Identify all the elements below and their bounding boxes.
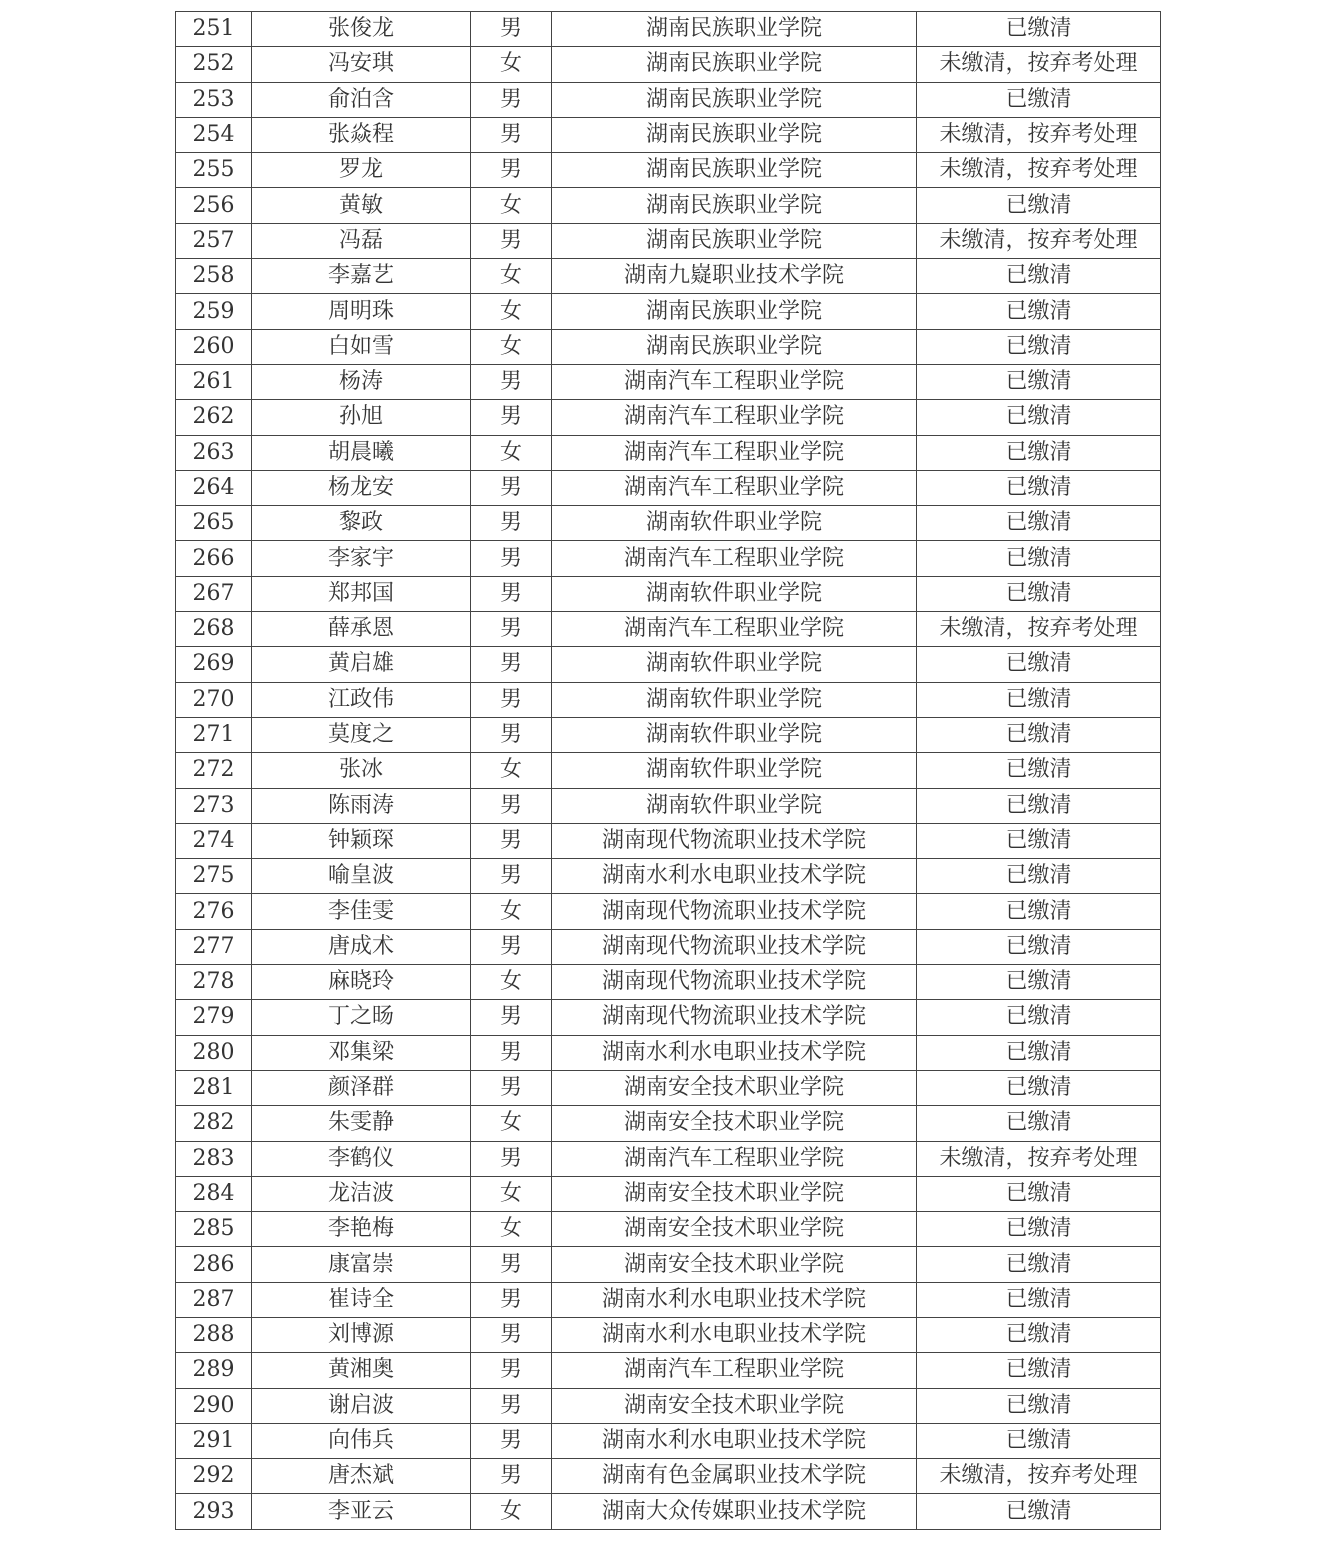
cell-number: 268 bbox=[176, 612, 252, 647]
cell-school: 湖南安全技术职业学院 bbox=[552, 1212, 917, 1247]
cell-status: 已缴清 bbox=[917, 682, 1161, 717]
cell-status: 已缴清 bbox=[917, 435, 1161, 470]
cell-name: 莫度之 bbox=[252, 717, 471, 752]
table-row bbox=[176, 1035, 1161, 1070]
table-row bbox=[176, 1247, 1161, 1282]
cell-status: 已缴清 bbox=[917, 259, 1161, 294]
cell-name: 胡晨曦 bbox=[252, 435, 471, 470]
table-row bbox=[176, 1494, 1161, 1529]
cell-gender: 男 bbox=[471, 1141, 552, 1176]
cell-name: 黄湘奥 bbox=[252, 1353, 471, 1388]
cell-gender: 男 bbox=[471, 1423, 552, 1458]
cell-school: 湖南民族职业学院 bbox=[552, 223, 917, 258]
cell-gender: 男 bbox=[471, 612, 552, 647]
cell-number: 269 bbox=[176, 647, 252, 682]
cell-school: 湖南现代物流职业技术学院 bbox=[552, 965, 917, 1000]
cell-name: 杨涛 bbox=[252, 364, 471, 399]
cell-gender: 男 bbox=[471, 647, 552, 682]
cell-school: 湖南有色金属职业技术学院 bbox=[552, 1459, 917, 1494]
cell-school: 湖南安全技术职业学院 bbox=[552, 1176, 917, 1211]
cell-number: 274 bbox=[176, 823, 252, 858]
cell-gender: 男 bbox=[471, 1247, 552, 1282]
cell-number: 290 bbox=[176, 1388, 252, 1423]
cell-status: 未缴清，按弃考处理 bbox=[917, 1459, 1161, 1494]
cell-school: 湖南现代物流职业技术学院 bbox=[552, 823, 917, 858]
cell-status: 已缴清 bbox=[917, 1353, 1161, 1388]
cell-school: 湖南软件职业学院 bbox=[552, 717, 917, 752]
cell-school: 湖南九嶷职业技术学院 bbox=[552, 259, 917, 294]
cell-number: 264 bbox=[176, 470, 252, 505]
cell-name: 康富崇 bbox=[252, 1247, 471, 1282]
cell-name: 薛承恩 bbox=[252, 612, 471, 647]
cell-number: 272 bbox=[176, 753, 252, 788]
cell-number: 289 bbox=[176, 1353, 252, 1388]
table-row bbox=[176, 823, 1161, 858]
table-row bbox=[176, 647, 1161, 682]
cell-school: 湖南现代物流职业技术学院 bbox=[552, 929, 917, 964]
cell-school: 湖南水利水电职业技术学院 bbox=[552, 1282, 917, 1317]
cell-number: 286 bbox=[176, 1247, 252, 1282]
cell-school: 湖南汽车工程职业学院 bbox=[552, 541, 917, 576]
cell-number: 255 bbox=[176, 153, 252, 188]
cell-gender: 男 bbox=[471, 1388, 552, 1423]
cell-school: 湖南软件职业学院 bbox=[552, 647, 917, 682]
cell-gender: 男 bbox=[471, 506, 552, 541]
cell-name: 唐杰斌 bbox=[252, 1459, 471, 1494]
cell-gender: 男 bbox=[471, 470, 552, 505]
cell-name: 黎政 bbox=[252, 506, 471, 541]
cell-gender: 女 bbox=[471, 47, 552, 82]
cell-name: 江政伟 bbox=[252, 682, 471, 717]
cell-school: 湖南汽车工程职业学院 bbox=[552, 364, 917, 399]
cell-number: 257 bbox=[176, 223, 252, 258]
payment-status-table bbox=[175, 11, 1161, 1530]
table-row bbox=[176, 1176, 1161, 1211]
cell-gender: 女 bbox=[471, 294, 552, 329]
cell-status: 已缴清 bbox=[917, 294, 1161, 329]
cell-gender: 女 bbox=[471, 965, 552, 1000]
cell-status: 已缴清 bbox=[917, 965, 1161, 1000]
table-row bbox=[176, 47, 1161, 82]
cell-name: 李家宇 bbox=[252, 541, 471, 576]
cell-school: 湖南民族职业学院 bbox=[552, 294, 917, 329]
cell-school: 湖南安全技术职业学院 bbox=[552, 1106, 917, 1141]
cell-name: 黄启雄 bbox=[252, 647, 471, 682]
table-row bbox=[176, 1423, 1161, 1458]
cell-status: 已缴清 bbox=[917, 1070, 1161, 1105]
table-row bbox=[176, 153, 1161, 188]
cell-status: 已缴清 bbox=[917, 894, 1161, 929]
cell-gender: 男 bbox=[471, 1353, 552, 1388]
cell-number: 266 bbox=[176, 541, 252, 576]
cell-gender: 男 bbox=[471, 117, 552, 152]
cell-number: 256 bbox=[176, 188, 252, 223]
cell-school: 湖南汽车工程职业学院 bbox=[552, 1141, 917, 1176]
cell-gender: 男 bbox=[471, 1317, 552, 1352]
cell-number: 251 bbox=[176, 12, 252, 47]
cell-status: 已缴清 bbox=[917, 1106, 1161, 1141]
cell-gender: 女 bbox=[471, 894, 552, 929]
table-row bbox=[176, 965, 1161, 1000]
cell-school: 湖南软件职业学院 bbox=[552, 576, 917, 611]
cell-status: 已缴清 bbox=[917, 753, 1161, 788]
cell-school: 湖南民族职业学院 bbox=[552, 47, 917, 82]
cell-school: 湖南安全技术职业学院 bbox=[552, 1070, 917, 1105]
cell-gender: 男 bbox=[471, 1282, 552, 1317]
cell-gender: 男 bbox=[471, 576, 552, 611]
cell-name: 冯磊 bbox=[252, 223, 471, 258]
cell-status: 已缴清 bbox=[917, 647, 1161, 682]
cell-status: 已缴清 bbox=[917, 12, 1161, 47]
cell-name: 刘博源 bbox=[252, 1317, 471, 1352]
cell-number: 252 bbox=[176, 47, 252, 82]
cell-school: 湖南汽车工程职业学院 bbox=[552, 400, 917, 435]
cell-name: 李亚云 bbox=[252, 1494, 471, 1529]
cell-status: 已缴清 bbox=[917, 506, 1161, 541]
cell-gender: 女 bbox=[471, 1212, 552, 1247]
cell-school: 湖南软件职业学院 bbox=[552, 506, 917, 541]
cell-number: 265 bbox=[176, 506, 252, 541]
cell-name: 郑邦国 bbox=[252, 576, 471, 611]
cell-number: 282 bbox=[176, 1106, 252, 1141]
cell-status: 已缴清 bbox=[917, 1282, 1161, 1317]
cell-name: 丁之旸 bbox=[252, 1000, 471, 1035]
table-row bbox=[176, 12, 1161, 47]
cell-number: 284 bbox=[176, 1176, 252, 1211]
cell-gender: 男 bbox=[471, 1459, 552, 1494]
cell-school: 湖南民族职业学院 bbox=[552, 329, 917, 364]
cell-status: 已缴清 bbox=[917, 1388, 1161, 1423]
cell-school: 湖南汽车工程职业学院 bbox=[552, 435, 917, 470]
table-row bbox=[176, 364, 1161, 399]
table-row bbox=[176, 1317, 1161, 1352]
cell-gender: 女 bbox=[471, 1106, 552, 1141]
cell-name: 向伟兵 bbox=[252, 1423, 471, 1458]
cell-number: 281 bbox=[176, 1070, 252, 1105]
cell-name: 周明珠 bbox=[252, 294, 471, 329]
cell-name: 孙旭 bbox=[252, 400, 471, 435]
cell-gender: 男 bbox=[471, 223, 552, 258]
cell-gender: 男 bbox=[471, 717, 552, 752]
cell-school: 湖南水利水电职业技术学院 bbox=[552, 1317, 917, 1352]
cell-status: 未缴清，按弃考处理 bbox=[917, 47, 1161, 82]
cell-school: 湖南水利水电职业技术学院 bbox=[552, 859, 917, 894]
table-row bbox=[176, 717, 1161, 752]
cell-school: 湖南民族职业学院 bbox=[552, 117, 917, 152]
cell-gender: 男 bbox=[471, 400, 552, 435]
cell-school: 湖南现代物流职业技术学院 bbox=[552, 1000, 917, 1035]
cell-number: 275 bbox=[176, 859, 252, 894]
table-row bbox=[176, 1353, 1161, 1388]
table-row bbox=[176, 788, 1161, 823]
cell-school: 湖南软件职业学院 bbox=[552, 753, 917, 788]
cell-status: 已缴清 bbox=[917, 788, 1161, 823]
cell-gender: 男 bbox=[471, 364, 552, 399]
cell-status: 已缴清 bbox=[917, 364, 1161, 399]
cell-school: 湖南民族职业学院 bbox=[552, 12, 917, 47]
table-row bbox=[176, 541, 1161, 576]
cell-number: 271 bbox=[176, 717, 252, 752]
cell-gender: 男 bbox=[471, 12, 552, 47]
cell-number: 261 bbox=[176, 364, 252, 399]
cell-gender: 男 bbox=[471, 153, 552, 188]
cell-status: 已缴清 bbox=[917, 717, 1161, 752]
cell-status: 已缴清 bbox=[917, 400, 1161, 435]
cell-name: 杨龙安 bbox=[252, 470, 471, 505]
cell-gender: 男 bbox=[471, 682, 552, 717]
table-row bbox=[176, 117, 1161, 152]
cell-status: 已缴清 bbox=[917, 1000, 1161, 1035]
cell-school: 湖南民族职业学院 bbox=[552, 153, 917, 188]
cell-school: 湖南现代物流职业技术学院 bbox=[552, 894, 917, 929]
cell-number: 291 bbox=[176, 1423, 252, 1458]
cell-name: 李鹤仪 bbox=[252, 1141, 471, 1176]
cell-gender: 女 bbox=[471, 435, 552, 470]
cell-school: 湖南水利水电职业技术学院 bbox=[552, 1423, 917, 1458]
table-row bbox=[176, 1141, 1161, 1176]
cell-number: 279 bbox=[176, 1000, 252, 1035]
table-row bbox=[176, 1212, 1161, 1247]
cell-gender: 女 bbox=[471, 753, 552, 788]
table-row bbox=[176, 470, 1161, 505]
cell-number: 293 bbox=[176, 1494, 252, 1529]
cell-school: 湖南民族职业学院 bbox=[552, 82, 917, 117]
cell-gender: 女 bbox=[471, 259, 552, 294]
cell-school: 湖南汽车工程职业学院 bbox=[552, 612, 917, 647]
table-row bbox=[176, 1000, 1161, 1035]
cell-gender: 女 bbox=[471, 329, 552, 364]
cell-gender: 男 bbox=[471, 788, 552, 823]
table-row bbox=[176, 682, 1161, 717]
cell-number: 280 bbox=[176, 1035, 252, 1070]
cell-number: 259 bbox=[176, 294, 252, 329]
table-body bbox=[176, 12, 1161, 1530]
cell-name: 冯安琪 bbox=[252, 47, 471, 82]
cell-school: 湖南软件职业学院 bbox=[552, 682, 917, 717]
cell-status: 已缴清 bbox=[917, 188, 1161, 223]
cell-name: 崔诗全 bbox=[252, 1282, 471, 1317]
cell-status: 已缴清 bbox=[917, 1423, 1161, 1458]
cell-school: 湖南安全技术职业学院 bbox=[552, 1388, 917, 1423]
cell-name: 俞泊含 bbox=[252, 82, 471, 117]
cell-status: 已缴清 bbox=[917, 470, 1161, 505]
cell-number: 254 bbox=[176, 117, 252, 152]
cell-gender: 男 bbox=[471, 541, 552, 576]
cell-school: 湖南软件职业学院 bbox=[552, 788, 917, 823]
table-row bbox=[176, 1106, 1161, 1141]
table-row bbox=[176, 859, 1161, 894]
cell-status: 未缴清，按弃考处理 bbox=[917, 117, 1161, 152]
cell-number: 263 bbox=[176, 435, 252, 470]
cell-name: 白如雪 bbox=[252, 329, 471, 364]
cell-name: 张焱程 bbox=[252, 117, 471, 152]
cell-gender: 女 bbox=[471, 1494, 552, 1529]
cell-gender: 男 bbox=[471, 929, 552, 964]
table-row bbox=[176, 294, 1161, 329]
table-row bbox=[176, 576, 1161, 611]
cell-number: 292 bbox=[176, 1459, 252, 1494]
cell-status: 未缴清，按弃考处理 bbox=[917, 1141, 1161, 1176]
cell-school: 湖南水利水电职业技术学院 bbox=[552, 1035, 917, 1070]
cell-status: 已缴清 bbox=[917, 1247, 1161, 1282]
table-row bbox=[176, 435, 1161, 470]
cell-status: 已缴清 bbox=[917, 1494, 1161, 1529]
cell-gender: 男 bbox=[471, 823, 552, 858]
cell-number: 288 bbox=[176, 1317, 252, 1352]
cell-name: 朱雯静 bbox=[252, 1106, 471, 1141]
cell-number: 253 bbox=[176, 82, 252, 117]
table-row bbox=[176, 753, 1161, 788]
cell-name: 钟颖琛 bbox=[252, 823, 471, 858]
cell-gender: 男 bbox=[471, 1035, 552, 1070]
cell-name: 张俊龙 bbox=[252, 12, 471, 47]
cell-number: 283 bbox=[176, 1141, 252, 1176]
cell-gender: 男 bbox=[471, 1000, 552, 1035]
cell-number: 262 bbox=[176, 400, 252, 435]
table-row bbox=[176, 82, 1161, 117]
cell-number: 276 bbox=[176, 894, 252, 929]
table-row bbox=[176, 259, 1161, 294]
cell-name: 唐成术 bbox=[252, 929, 471, 964]
table-row bbox=[176, 1282, 1161, 1317]
cell-status: 已缴清 bbox=[917, 1176, 1161, 1211]
cell-name: 颜泽群 bbox=[252, 1070, 471, 1105]
cell-gender: 男 bbox=[471, 859, 552, 894]
cell-number: 260 bbox=[176, 329, 252, 364]
cell-gender: 男 bbox=[471, 82, 552, 117]
cell-name: 喻皇波 bbox=[252, 859, 471, 894]
cell-status: 已缴清 bbox=[917, 1212, 1161, 1247]
cell-status: 未缴清，按弃考处理 bbox=[917, 223, 1161, 258]
cell-number: 287 bbox=[176, 1282, 252, 1317]
cell-status: 已缴清 bbox=[917, 1035, 1161, 1070]
cell-number: 267 bbox=[176, 576, 252, 611]
cell-name: 龙洁波 bbox=[252, 1176, 471, 1211]
cell-number: 258 bbox=[176, 259, 252, 294]
cell-school: 湖南民族职业学院 bbox=[552, 188, 917, 223]
cell-name: 李佳雯 bbox=[252, 894, 471, 929]
table-row bbox=[176, 612, 1161, 647]
cell-name: 陈雨涛 bbox=[252, 788, 471, 823]
cell-name: 李嘉艺 bbox=[252, 259, 471, 294]
cell-name: 谢启波 bbox=[252, 1388, 471, 1423]
cell-status: 已缴清 bbox=[917, 823, 1161, 858]
cell-number: 278 bbox=[176, 965, 252, 1000]
cell-name: 李艳梅 bbox=[252, 1212, 471, 1247]
cell-name: 邓集梁 bbox=[252, 1035, 471, 1070]
cell-gender: 男 bbox=[471, 1070, 552, 1105]
table-row bbox=[176, 1459, 1161, 1494]
cell-name: 黄敏 bbox=[252, 188, 471, 223]
cell-school: 湖南汽车工程职业学院 bbox=[552, 470, 917, 505]
cell-gender: 女 bbox=[471, 1176, 552, 1211]
cell-status: 已缴清 bbox=[917, 1317, 1161, 1352]
cell-status: 已缴清 bbox=[917, 541, 1161, 576]
cell-gender: 女 bbox=[471, 188, 552, 223]
cell-status: 已缴清 bbox=[917, 929, 1161, 964]
table-row bbox=[176, 400, 1161, 435]
cell-number: 277 bbox=[176, 929, 252, 964]
table-row bbox=[176, 929, 1161, 964]
table-row bbox=[176, 188, 1161, 223]
cell-school: 湖南安全技术职业学院 bbox=[552, 1247, 917, 1282]
table-row bbox=[176, 1070, 1161, 1105]
cell-name: 麻晓玲 bbox=[252, 965, 471, 1000]
cell-status: 已缴清 bbox=[917, 576, 1161, 611]
cell-status: 未缴清，按弃考处理 bbox=[917, 612, 1161, 647]
cell-status: 已缴清 bbox=[917, 329, 1161, 364]
cell-status: 已缴清 bbox=[917, 859, 1161, 894]
cell-number: 285 bbox=[176, 1212, 252, 1247]
table-row bbox=[176, 329, 1161, 364]
cell-name: 张冰 bbox=[252, 753, 471, 788]
cell-number: 270 bbox=[176, 682, 252, 717]
cell-status: 未缴清，按弃考处理 bbox=[917, 153, 1161, 188]
table-row bbox=[176, 223, 1161, 258]
table-row bbox=[176, 1388, 1161, 1423]
cell-status: 已缴清 bbox=[917, 82, 1161, 117]
table-row bbox=[176, 506, 1161, 541]
cell-school: 湖南大众传媒职业技术学院 bbox=[552, 1494, 917, 1529]
cell-name: 罗龙 bbox=[252, 153, 471, 188]
cell-number: 273 bbox=[176, 788, 252, 823]
table-row bbox=[176, 894, 1161, 929]
cell-school: 湖南汽车工程职业学院 bbox=[552, 1353, 917, 1388]
